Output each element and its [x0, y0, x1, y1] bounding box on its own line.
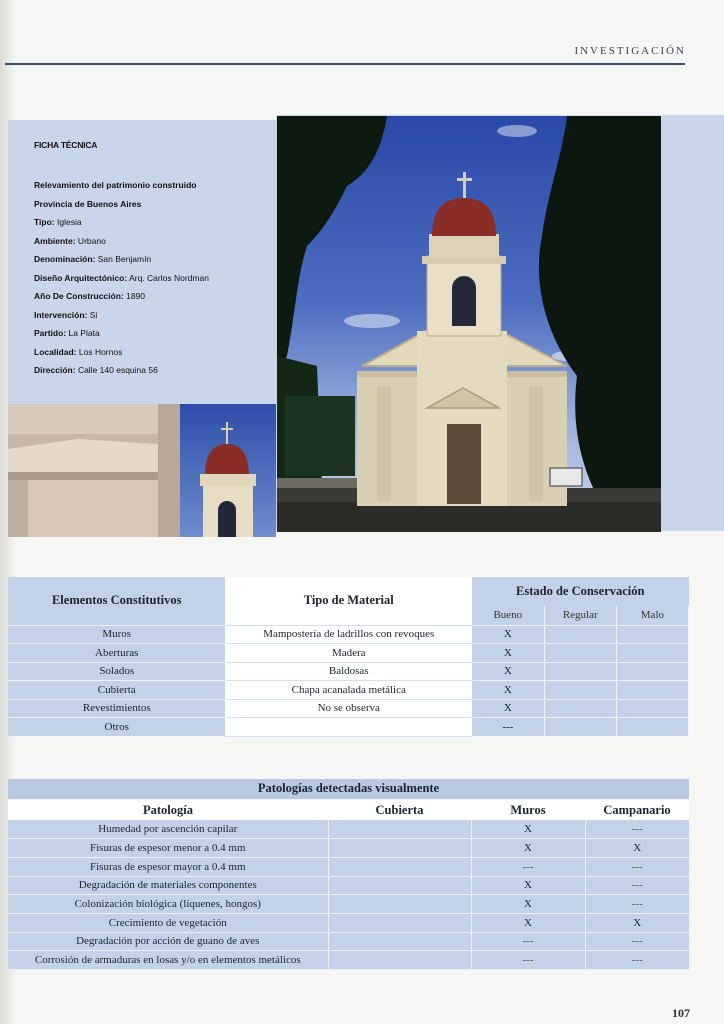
cell-material: Mampostería de ladrillos con revoques — [225, 625, 472, 644]
ficha-row-value: Los Hornos — [76, 346, 123, 357]
ficha-rows — [34, 215, 276, 382]
table-row — [8, 895, 689, 914]
header-patologia: Patología — [8, 800, 328, 820]
header-campanario: Campanario — [585, 800, 689, 820]
ficha-row-value: 1890 — [123, 291, 146, 301]
cell-elemento: Aberturas — [8, 644, 225, 663]
patologias-table-body — [8, 820, 689, 970]
header-malo: Malo — [616, 606, 688, 625]
table-row — [8, 913, 689, 932]
ficha-row-label: Denominación: — [34, 254, 96, 264]
cell-patologia: Degradación de materiales componentes — [8, 876, 328, 895]
cell-bueno: X — [472, 625, 544, 644]
cell-campanario: --- — [585, 857, 689, 876]
ficha-row — [34, 234, 276, 253]
ficha-heading-1: Relevamiento del patrimonio construido — [34, 180, 197, 190]
cell-muros: X — [471, 876, 585, 895]
patologias-title: Patologías detectadas visualmente — [257, 781, 440, 795]
cell-campanario: X — [585, 839, 689, 858]
cell-muros: --- — [471, 857, 585, 876]
patologias-table — [8, 800, 689, 970]
cell-malo — [616, 625, 688, 644]
cell-campanario: X — [585, 913, 689, 932]
header-material: Tipo de Material — [225, 577, 472, 625]
cell-campanario: --- — [585, 951, 689, 970]
header-elementos: Elementos Constitutivos — [8, 577, 225, 625]
cell-campanario: --- — [585, 876, 689, 895]
cell-cubierta — [328, 951, 471, 970]
cell-patologia: Degradación por acción de guano de aves — [8, 932, 328, 951]
cell-muros: X — [471, 895, 585, 914]
header-regular: Regular — [544, 606, 616, 625]
cell-elemento: Cubierta — [8, 681, 225, 700]
cell-campanario: --- — [585, 820, 689, 839]
table-row — [8, 932, 689, 951]
cell-patologia: Colonización biológica (líquenes, hongos) — [8, 895, 328, 914]
ficha-row — [34, 271, 276, 290]
cell-cubierta — [328, 839, 471, 858]
cell-bueno: X — [472, 644, 544, 663]
cell-cubierta — [328, 895, 471, 914]
section-header: INVESTIGACIÓN — [574, 45, 686, 57]
table-row — [8, 820, 689, 839]
cell-patologia: Fisuras de espesor mayor a 0.4 mm — [8, 857, 328, 876]
ficha-row — [34, 252, 276, 271]
bell-tower-illustration — [180, 404, 276, 537]
cell-cubierta — [328, 932, 471, 951]
cell-patologia: Humedad por ascención capilar — [8, 820, 328, 839]
header-bueno: Bueno — [472, 606, 544, 625]
cell-muros: X — [471, 839, 585, 858]
cell-cubierta — [328, 876, 471, 895]
cell-regular — [544, 625, 616, 644]
cell-regular — [544, 644, 616, 663]
cell-material: Baldosas — [225, 662, 472, 681]
table-row — [8, 644, 689, 663]
cell-cubierta — [328, 913, 471, 932]
page-number: 107 — [672, 1006, 690, 1020]
ficha-row-value: Iglesia — [54, 217, 82, 227]
ficha-heading-2: Provincia de Buenos Aires — [34, 198, 142, 209]
ficha-row-label: Intervención: — [34, 309, 88, 320]
cell-patologia: Fisuras de espesor menor a 0.4 mm — [8, 839, 328, 858]
cell-malo — [616, 718, 688, 737]
ficha-heading — [34, 197, 276, 216]
cell-muros: X — [471, 820, 585, 839]
ficha-row-label: Año De Construcción: — [34, 291, 124, 301]
cell-regular — [544, 718, 616, 737]
cell-material — [225, 718, 472, 737]
header-rule — [5, 63, 685, 65]
table-row — [8, 857, 689, 876]
cell-patologia: Corrosión de armaduras en losas y/o en elementos metálicos — [8, 951, 328, 970]
cell-malo — [616, 699, 688, 718]
ficha-title: FICHA TÉCNICA — [34, 140, 98, 150]
cell-material: No se observa — [225, 699, 472, 718]
cell-elemento: Solados — [8, 662, 225, 681]
ficha-row-value: San Benjamín — [95, 254, 152, 264]
cell-cubierta — [328, 820, 471, 839]
cell-elemento: Otros — [8, 718, 225, 737]
cell-elemento: Muros — [8, 625, 225, 644]
header-estado: Estado de Conservación — [472, 577, 689, 606]
cell-malo — [616, 644, 688, 663]
ficha-row-value: Arq. Carlos Nordman — [127, 272, 209, 283]
header-cubierta: Cubierta — [328, 800, 471, 820]
table-row — [8, 876, 689, 895]
cell-bueno: --- — [472, 718, 544, 737]
cornice-illustration — [8, 404, 180, 537]
cell-regular — [544, 662, 616, 681]
ficha-row-label: Dirección: — [34, 365, 76, 375]
ficha-row-value: Si — [87, 309, 98, 320]
cell-patologia: Crecimiento de vegetación — [8, 913, 328, 932]
church-photo — [277, 116, 661, 532]
table-row — [8, 681, 689, 700]
detail-photo-bell-tower — [180, 404, 276, 537]
table-row — [8, 951, 689, 970]
ficha-row-label: Diseño Arquitectónico: — [34, 272, 128, 283]
cell-material: Madera — [225, 644, 472, 663]
table-row — [8, 662, 689, 681]
cell-regular — [544, 681, 616, 700]
ficha-row — [34, 215, 276, 234]
detail-photo-cornice — [8, 404, 180, 537]
ficha-row — [34, 289, 276, 308]
ficha-row-label: Tipo: — [34, 217, 55, 227]
cell-bueno: X — [472, 681, 544, 700]
table-row — [8, 699, 689, 718]
header-muros: Muros — [471, 800, 585, 820]
ficha-tecnica-panel — [8, 120, 276, 405]
cell-muros: X — [471, 913, 585, 932]
cell-elemento: Revestimientos — [8, 699, 225, 718]
cell-muros: --- — [471, 951, 585, 970]
table-row — [8, 718, 689, 737]
elementos-table — [8, 577, 689, 737]
cell-bueno: X — [472, 662, 544, 681]
ficha-row — [34, 326, 276, 345]
ficha-row-label: Localidad: — [34, 346, 77, 357]
ficha-heading — [34, 178, 276, 197]
ficha-row-label: Partido: — [34, 328, 67, 338]
ficha-row-label: Ambiente: — [34, 235, 76, 246]
church-illustration — [277, 116, 661, 532]
ficha-row — [34, 345, 276, 364]
ficha-row-value: Urbano — [75, 235, 106, 246]
ficha-row-value: La Plata — [66, 328, 100, 338]
table-row — [8, 625, 689, 644]
ficha-row-value: Calle 140 esquina 56 — [75, 365, 158, 375]
cell-cubierta — [328, 857, 471, 876]
cell-regular — [544, 699, 616, 718]
cell-bueno: X — [472, 699, 544, 718]
elementos-table-body — [8, 625, 689, 736]
cell-campanario: --- — [585, 932, 689, 951]
table-row — [8, 839, 689, 858]
ficha-row — [34, 363, 276, 382]
cell-campanario: --- — [585, 895, 689, 914]
cell-muros: --- — [471, 932, 585, 951]
cell-malo — [616, 662, 688, 681]
cell-material: Chapa acanalada metálica — [225, 681, 472, 700]
cell-malo — [616, 681, 688, 700]
ficha-row — [34, 308, 276, 327]
